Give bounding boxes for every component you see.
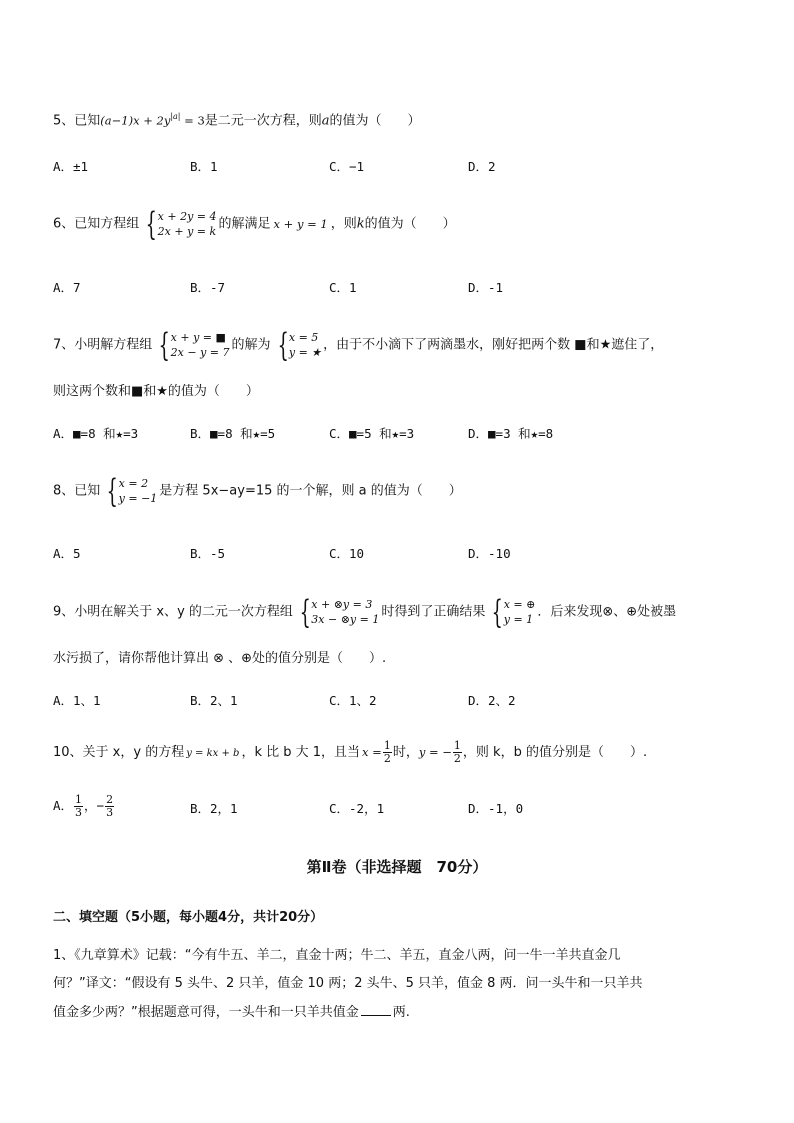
question-9: 9、小明在解关于 x、y 的二元一次方程组 { x + ⊗y = 3 3x − ⊗y = 1 时得到了正确结果 { x = ⊕ y = 1 ．后来发现⊗、⊕处被墨 — [53, 593, 677, 631]
question-9-line-2: 水污损了，请你帮他计算出 ⊗ 、⊕处的值分别是（ ）. — [53, 651, 387, 666]
fill-q1-line-1: 1、《九章算术》记载：“今有牛五、羊二，直金十两；牛二、羊五，直金八两，问一牛一羊共直金几 — [53, 948, 621, 963]
q8-solution: { x = 2 y = −1 — [106, 472, 158, 510]
q10-x-fraction: $\frac{1}{2}$ — [383, 739, 391, 765]
q6-option-d[interactable]: D．-1 — [468, 280, 504, 295]
fill-q1-line-2: 何？”译文：“假设有 5 头牛、2 只羊，值金 10 两；2 头牛、5 只羊，值金 8 两．问一头牛和一只羊共 — [53, 976, 643, 991]
q7-option-b[interactable]: B．■=8 和★=5 — [190, 426, 276, 441]
question-10: 10、关于 x，y 的方程 y = kx + b ，k 比 b 大 1，且当 x = $\frac{1}{2}$ 时，y = − $\frac{1}{2}$ ，则 k，b 的值分别是（ ）. — [53, 739, 648, 765]
q5-option-b[interactable]: B．1 — [190, 159, 218, 174]
question-7: 7、小明解方程组 { x + y = ■ 2x − y = 7 的解为 { x = 5 y = ★ ，由于不小滴下了两滴墨水，刚好把两个数 ■和★遮住了， — [53, 326, 664, 364]
fill-q1-line-3: 值金多少两？”根据题意可得，一头牛和一只羊共值金 两. — [53, 1005, 410, 1020]
q7-solution: { x = 5 y = ★ — [277, 326, 322, 364]
q9-option-c[interactable]: C．1、2 — [329, 693, 377, 708]
question-8: 8、已知 { x = 2 y = −1 是方程 5x−ay=15 的一个解，则 a 的值为（ ） — [53, 472, 462, 510]
q9-option-b[interactable]: B．2、1 — [190, 693, 238, 708]
q9-solution: { x = ⊕ y = 1 — [491, 593, 536, 631]
q9-option-a[interactable]: A．1、1 — [53, 693, 101, 708]
section-fill-in-blank-title: 二、填空题（5小题，每小题4分，共计20分） — [53, 910, 324, 925]
q5-option-d[interactable]: D．2 — [468, 159, 496, 174]
q8-option-c[interactable]: C．10 — [329, 546, 365, 561]
q6-option-a[interactable]: A．7 — [53, 280, 81, 295]
question-6: 6、已知方程组 { x + 2y = 4 2x + y = k 的解满足 x + y = 1 ，则k的值为（ ） — [53, 205, 456, 243]
q8-option-b[interactable]: B．-5 — [190, 546, 226, 561]
q8-option-a[interactable]: A．5 — [53, 546, 81, 561]
q10-option-a-fraction-1: $\frac{1}{3}$ — [75, 793, 83, 819]
q8-option-d[interactable]: D．-10 — [468, 546, 511, 561]
q6-option-c[interactable]: C．1 — [329, 280, 357, 295]
q5-option-a[interactable]: A．±1 — [53, 159, 89, 174]
q10-option-b[interactable]: B．2，1 — [190, 801, 238, 816]
question-5: 5、已知$(a-1)x + 2y^{|a|} = 3$是二元一次方程，则a的值为（ ） — [53, 112, 421, 129]
question-7-line-2: 则这两个数和■和★的值为（ ） — [53, 384, 259, 399]
q6-option-b[interactable]: B．-7 — [190, 280, 226, 295]
q10-y-fraction: $\frac{1}{2}$ — [453, 739, 461, 765]
q7-option-c[interactable]: C．■=5 和★=3 — [329, 426, 415, 441]
q10-equation: y = kx + b — [186, 748, 240, 759]
q5-option-c[interactable]: C．−1 — [329, 159, 365, 174]
q6-equation-system: { x + 2y = 4 2x + y = k — [145, 205, 217, 243]
q10-option-a-fraction-2: $\frac{2}{3}$ — [106, 793, 114, 819]
q7-option-a[interactable]: A．■=8 和★=3 — [53, 426, 139, 441]
q7-option-d[interactable]: D．■=3 和★=8 — [468, 426, 554, 441]
q9-option-d[interactable]: D．2、2 — [468, 693, 516, 708]
q5-equation: (a−1)x + 2y — [100, 113, 171, 128]
q9-equation-system: { x + ⊗y = 3 3x − ⊗y = 1 — [299, 593, 380, 631]
q10-option-d[interactable]: D．-1，0 — [468, 801, 524, 816]
answer-blank[interactable] — [361, 1003, 391, 1016]
q10-option-a[interactable]: A． $\frac{1}{3}$ ，− $\frac{2}{3}$ — [53, 793, 114, 819]
part-2-heading: 第Ⅱ卷（非选择题 70分） — [306, 858, 488, 876]
q5-number: 5、 — [53, 113, 75, 129]
q10-option-c[interactable]: C．-2，1 — [329, 801, 385, 816]
q7-equation-system: { x + y = ■ 2x − y = 7 — [158, 326, 230, 364]
